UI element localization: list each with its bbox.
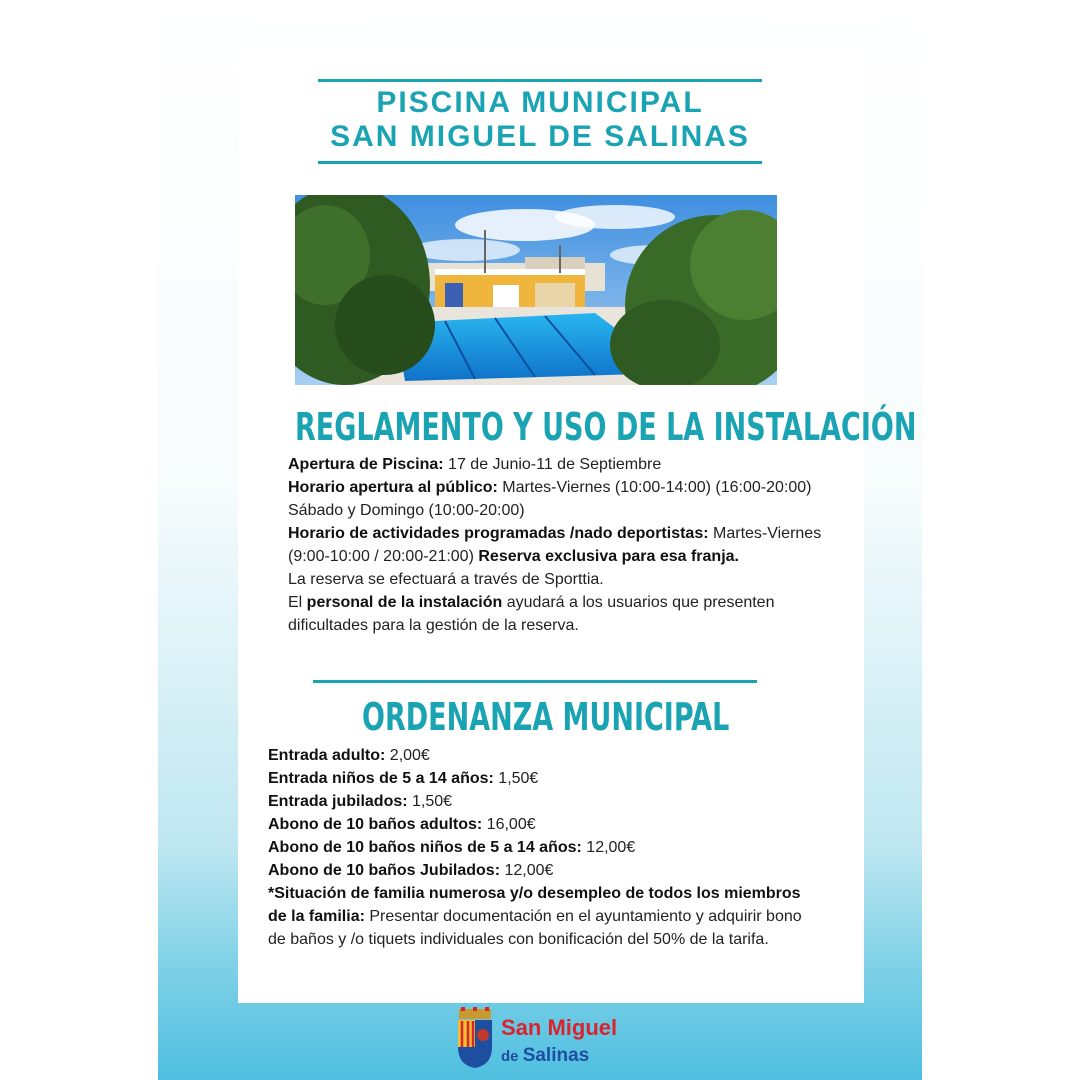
price-value: 1,50€: [407, 793, 453, 810]
logo-text-line2: [501, 1045, 589, 1067]
title-bottom-rule: [318, 161, 762, 164]
price-label: Abono de 10 baños adultos:: [268, 816, 483, 833]
price-line: [268, 813, 816, 836]
reserva-exclusiva: Reserva exclusiva para esa franja.: [478, 548, 739, 565]
price-value: 16,00€: [482, 816, 536, 833]
logo-text-main: Salinas: [522, 1045, 590, 1066]
ordenanza-rule: [313, 680, 757, 683]
apertura-label: Apertura de Piscina:: [288, 456, 444, 473]
actividades-line: [288, 522, 824, 568]
personal-line: [288, 591, 824, 637]
price-line: [268, 790, 816, 813]
price-line: [268, 767, 816, 790]
familia-value: Presentar documentación en el ayuntamiento y adquirir bono de baños y /o tiquets individuales con bonificación del 50% de la tarifa.: [268, 908, 802, 948]
apertura-value: 17 de Junio-11 de Septiembre: [443, 456, 662, 473]
actividades-value: Martes-Viernes (9:00-10:00 / 20:00-21:00): [288, 525, 822, 565]
price-label: Abono de 10 baños Jubilados:: [268, 862, 501, 879]
apertura-line: [288, 453, 824, 476]
page-title-line2: SAN MIGUEL DE SALINAS: [330, 120, 750, 153]
page-title-line1: PISCINA MUNICIPAL: [376, 86, 704, 119]
coat-of-arms-icon: [455, 1007, 495, 1069]
price-label: Entrada jubilados:: [268, 793, 408, 810]
price-value: 12,00€: [581, 839, 636, 856]
familia-label: *Situación de familia numerosa y/o desempleo de todos los miembros de la familia:: [268, 885, 801, 925]
personal-bold: personal de la instalación: [306, 594, 503, 611]
reglamento-heading: REGLAMENTO Y USO DE LA INSTALACIÓN: [295, 404, 917, 450]
horario-value: Martes-Viernes (10:00-14:00) (16:00-20:00) Sábado y Domingo (10:00-20:00): [288, 479, 812, 519]
personal-prefix: El: [288, 594, 307, 611]
municipality-logo: [455, 1005, 635, 1075]
personal-suffix: ayudará a los usuarios que presenten dificultades para la gestión de la reserva.: [288, 594, 775, 634]
price-value: 1,50€: [493, 770, 539, 787]
title-top-rule: [318, 79, 762, 82]
reglamento-text: [288, 453, 824, 637]
ordenanza-heading: ORDENANZA MUNICIPAL: [362, 694, 730, 740]
actividades-label: Horario de actividades programadas /nado deportistas:: [288, 525, 709, 542]
price-line: [268, 744, 816, 767]
price-label: Abono de 10 baños niños de 5 a 14 años:: [268, 839, 582, 856]
logo-text-prefix: de: [501, 1048, 523, 1065]
price-line: [268, 859, 816, 882]
horario-line: [288, 476, 824, 522]
pool-photo-illustration: [295, 195, 777, 385]
price-label: Entrada niños de 5 a 14 años:: [268, 770, 494, 787]
price-value: 2,00€: [385, 747, 430, 764]
ordenanza-text: [268, 744, 816, 951]
price-line: [268, 836, 816, 859]
pool-photo: [295, 195, 777, 385]
horario-label: Horario apertura al público:: [288, 479, 498, 496]
price-value: 12,00€: [500, 862, 554, 879]
reserva-sporttia: La reserva se efectuará a través de Sporttia.: [288, 571, 604, 588]
logo-text-line1: San Miguel: [501, 1015, 618, 1040]
familia-line: [268, 882, 816, 951]
price-label: Entrada adulto:: [268, 747, 386, 764]
